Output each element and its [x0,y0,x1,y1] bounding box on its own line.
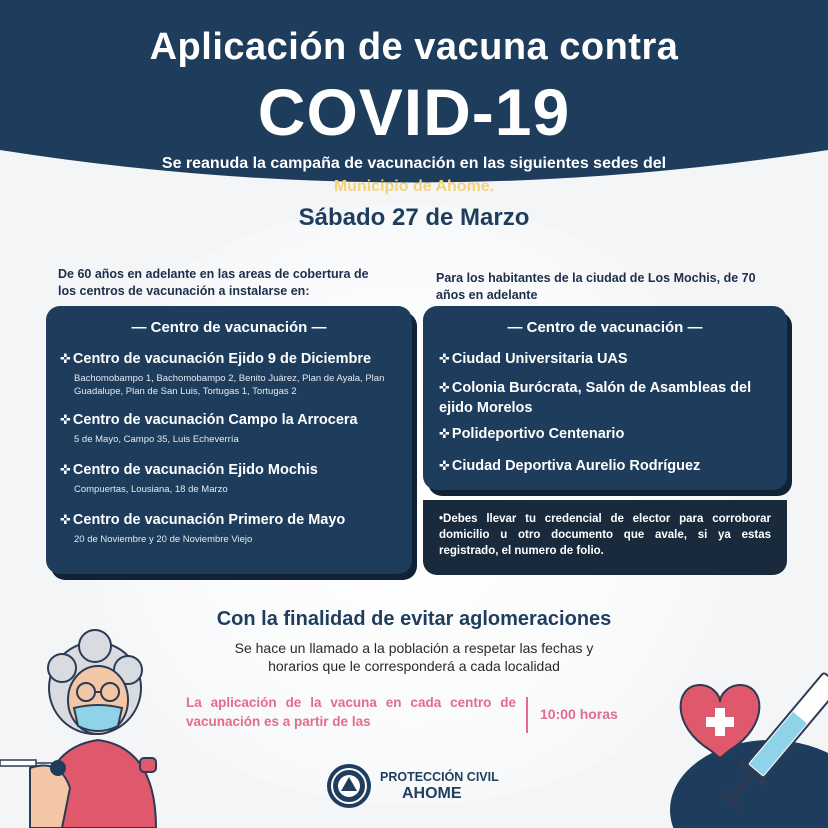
proteccion-civil-logo [325,762,373,810]
left-centers-panel [46,306,412,574]
left-intro: De 60 años en adelante en las areas de cobertura de los centros de vacunación a instalarse en: [58,267,369,298]
site-name: Centro de vacunación Primero de Mayo [72,512,346,528]
subtitle-prefix: Se reanuda la campaña de vacunación en las siguientes sedes del [161,155,667,172]
goal-title: Con la finalidad de evitar aglomeraciones [216,608,612,630]
org-name-line1: PROTECCIÓN CIVIL [380,770,499,784]
requirement-note: •Debes llevar tu credencial de elector para corroborar domicilio u otro documento que avale, si ya estas registrado, el numero de folio. [423,500,787,575]
left-site-3 [60,462,412,496]
right-site-2 [439,378,787,418]
plus-bullet-icon: ✜ [60,462,71,477]
left-site-1 [60,351,412,398]
schedule-divider [526,697,528,733]
left-site-2 [60,412,412,446]
site-description: 5 de Mayo, Campo 35, Luis Echeverría [74,434,239,445]
site-name: Ciudad Universitaria UAS [451,351,628,367]
site-description: Bachomobampo 1, Bachomobampo 2, Benito Juárez, Plan de Ayala, Plan Guadalupe, Plan de San Luis, Tortugas 1, Tortugas 2 [74,373,385,397]
heart-syringe-illustration [660,640,828,828]
site-description: 20 de Noviembre y 20 de Noviembre Viejo [74,534,253,545]
plus-bullet-icon: ✜ [439,351,450,366]
left-panel-title: — Centro de vacunación — [131,319,327,336]
right-site-1 [439,349,787,369]
plus-bullet-icon: ✜ [439,458,450,473]
site-name: Centro de vacunación Ejido 9 de Diciembre [72,351,372,367]
event-date: Sábado 27 de Marzo [298,204,530,231]
site-name: Ciudad Deportiva Aurelio Rodríguez [451,458,701,474]
header-subtitle [90,152,738,198]
org-name-line2: AHOME [402,785,462,802]
left-site-4 [60,512,412,546]
schedule-time: 10:00 horas [540,706,618,722]
plus-bullet-icon: ✜ [60,512,71,527]
subtitle-highlight: Municipio de Ahome. [333,178,495,195]
site-name: Colonia Burócrata, Salón de Asambleas del ejido Morelos [439,380,752,416]
site-name: Centro de vacunación Campo la Arrocera [72,412,358,428]
right-site-3 [439,424,787,444]
schedule-text: La aplicación de la vacuna en cada centro de vacunación es a partir de las [186,695,516,729]
site-name: Centro de vacunación Ejido Mochis [72,462,318,478]
site-name: Polideportivo Centenario [451,426,625,442]
page-title-line2: COVID-19 [257,75,571,149]
site-description: Compuertas, Lousiana, 18 de Marzo [74,484,228,495]
right-panel-title: — Centro de vacunación — [507,319,703,336]
goal-text: Se hace un llamado a la población a respetar las fechas y horarios que le corresponderá a cada localidad [234,640,594,674]
grandmother-vaccination-illustration [0,618,180,828]
plus-bullet-icon: ✜ [60,412,71,427]
plus-bullet-icon: ✜ [439,426,450,441]
plus-bullet-icon: ✜ [439,380,450,395]
plus-bullet-icon: ✜ [60,351,71,366]
right-centers-panel [423,306,787,490]
page-title-line1: Aplicación de vacuna contra [149,26,679,68]
right-site-4 [439,456,787,476]
right-intro: Para los habitantes de la ciudad de Los Mochis, de 70 años en adelante [436,271,756,302]
